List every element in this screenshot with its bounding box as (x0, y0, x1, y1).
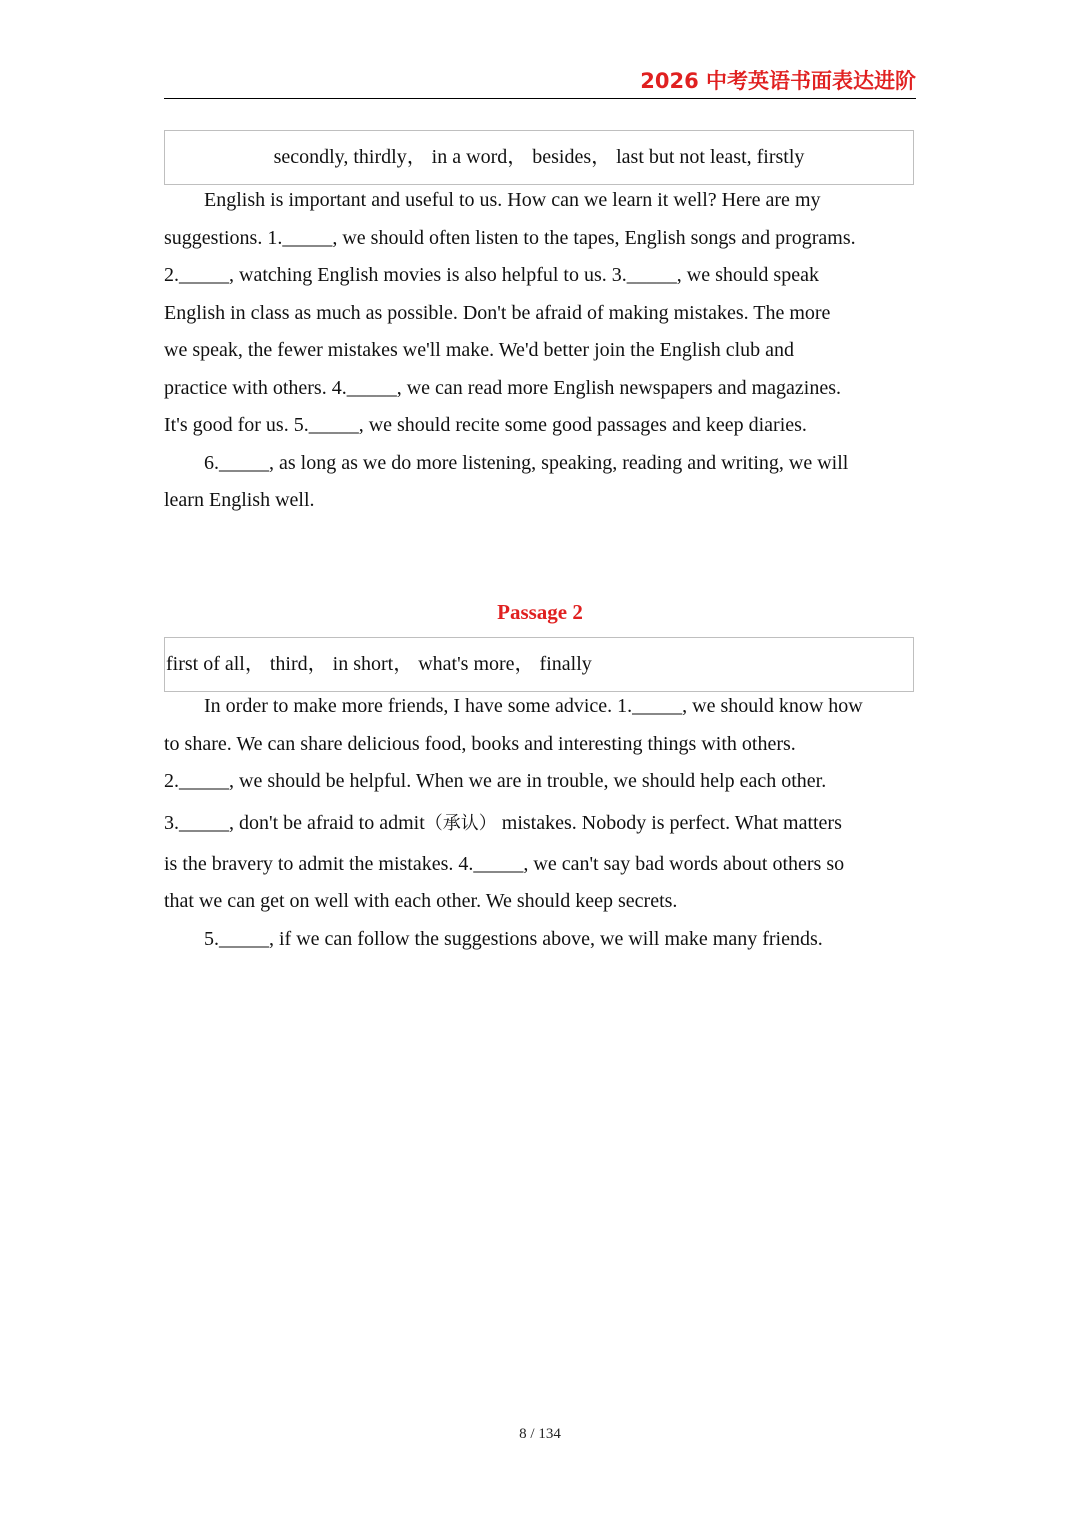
passage1-line-8: 6._____, as long as we do more listening, speaking, reading and writing, we will (204, 451, 849, 474)
passage1-line-2: suggestions. 1._____, we should often listen to the tapes, English songs and programs. (164, 226, 856, 249)
passage2-title: Passage 2 (497, 600, 583, 624)
passage2-line-2: to share. We can share delicious food, books and interesting things with others. (164, 732, 796, 755)
passage1-word-bank: secondly, thirdly， in a word， besides， last but not least, firstly (164, 130, 914, 185)
passage2-line-6: that we can get on well with each other. We should keep secrets. (164, 890, 678, 912)
passage1-line-5: we speak, the fewer mistakes we'll make. We'd better join the English club and (164, 339, 795, 361)
header-title: 2026 中考英语书面表达进阶 (640, 69, 916, 93)
passage2-line-4-end: mistakes. Nobody is perfect. What matters (496, 811, 842, 834)
passage2-line-5: is the bravery to admit the mistakes. 4._____, we can't say bad words about others so (164, 852, 845, 875)
page-header (164, 68, 916, 99)
passage2-line-3: 2._____, we should be helpful. When we are in trouble, we should help each other. (164, 770, 827, 792)
passage2-line-4 (164, 801, 916, 846)
passage1-line-4: English in class as much as possible. Don't be afraid of making mistakes. The more (164, 301, 831, 324)
passage2-line-1: In order to make more friends, I have some advice. 1._____, we should know how (204, 695, 863, 717)
passage1-line-1: English is important and useful to us. How can we learn it well? Here are my (204, 189, 821, 211)
page-number: 8 / 134 (519, 1426, 561, 1442)
passage1-line-9: learn English well. (164, 489, 315, 511)
passage1-body (164, 182, 916, 520)
passage1-line-6: practice with others. 4._____, we can read more English newspapers and magazines. (164, 376, 841, 399)
passage1-line-7: It's good for us. 5._____, we should recite some good passages and keep diaries. (164, 414, 807, 436)
passage1-line-3: 2._____, watching English movies is also helpful to us. 3._____, we should speak (164, 264, 819, 286)
passage2-line-7: 5._____, if we can follow the suggestions above, we will make many friends. (204, 927, 823, 950)
passage2-line-4-chinese-gloss: （承认） (424, 812, 497, 834)
passage2-word-bank: first of all， third， in short， what's more， finally (164, 637, 914, 692)
passage2-line-4-start: 3._____, don't be afraid to admit (164, 811, 425, 834)
passage2-body (164, 688, 916, 958)
